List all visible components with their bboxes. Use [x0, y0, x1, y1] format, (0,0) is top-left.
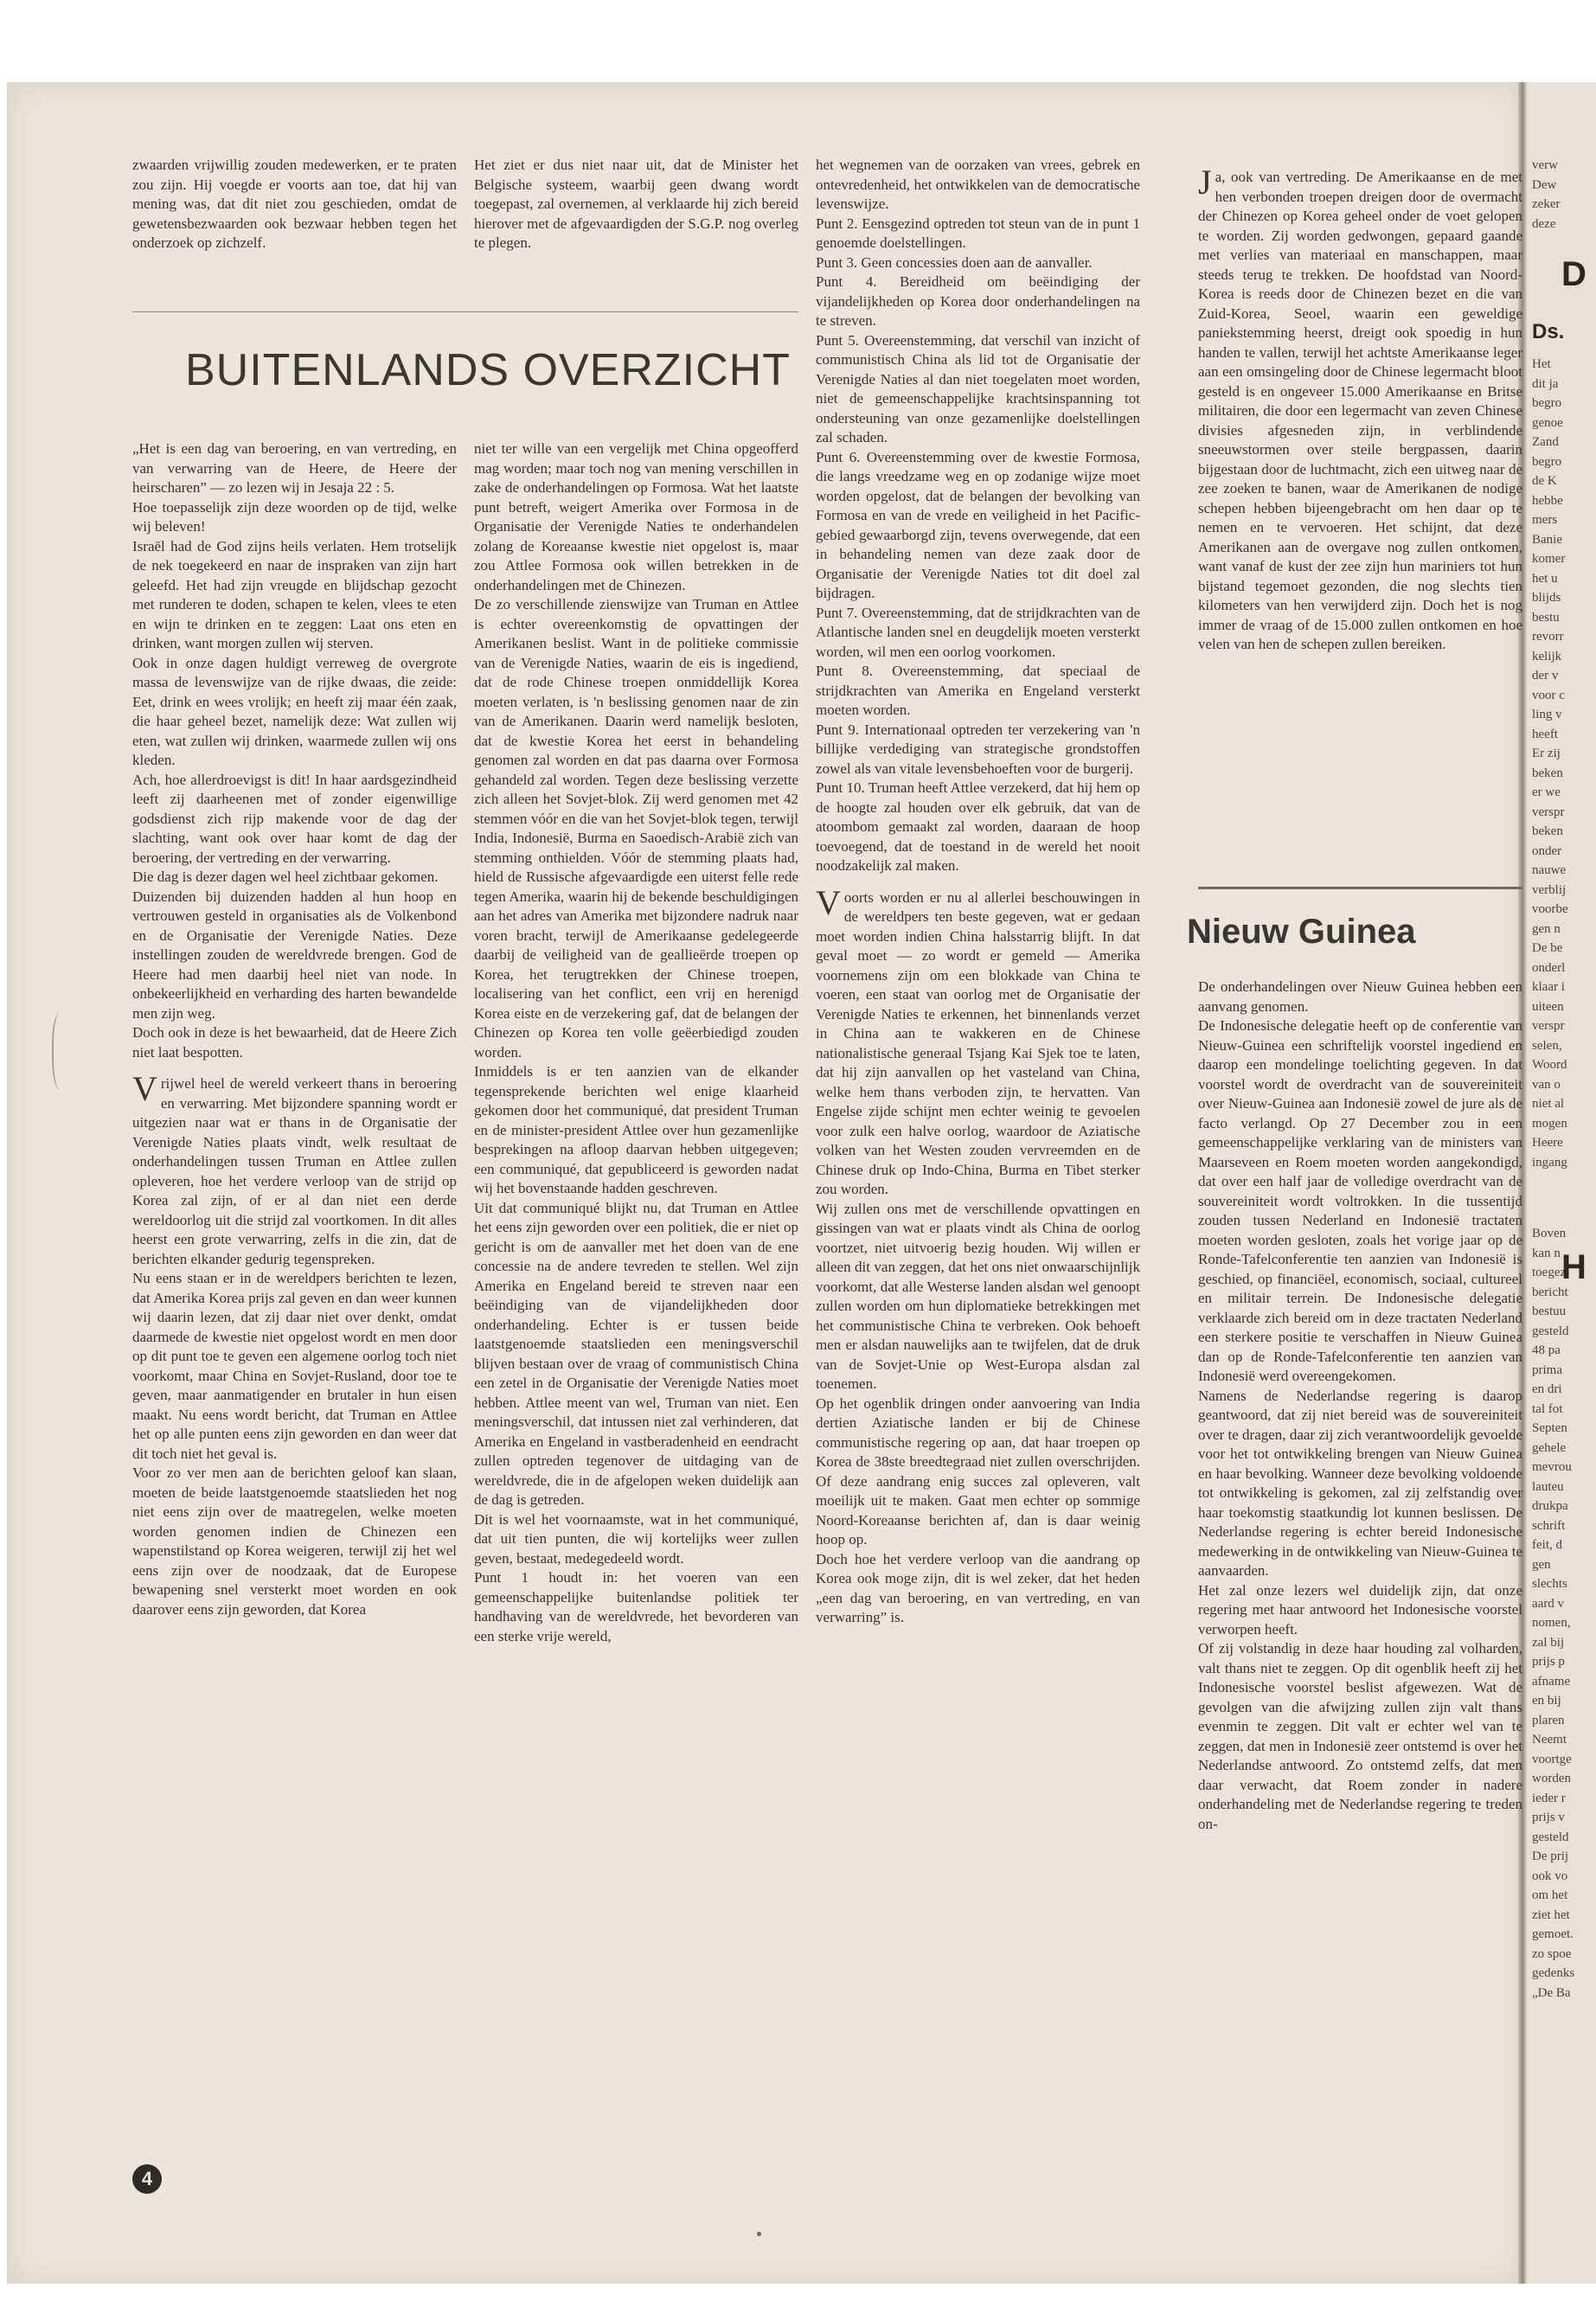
next-page-fragment: kelijk [1532, 649, 1562, 663]
next-page-fragment: bestuu [1532, 1304, 1567, 1318]
article-paragraph: „Het is een dag van beroering, en van vertreding, en van verwarring van de Heere, de Heere der heirscharen” — zo lezen wij in Jesaja 22 : 5. [132, 440, 457, 496]
article-paragraph: Ja, ook van vertreding. De Amerikaanse en de met hen verbonden troepen dreigen door de overmacht der Chinezen op Korea geheel onder de voet gelopen te worden. Zij worden gedwongen, gepaard gaande met verlies van materiaal en manschappen, maar steeds terug te trekken. De hoofdstad van Noord-Korea is reeds door de Chinezen bezet en die van Zuid-Korea, Seoel, waarin een geweldige paniekstemming heerst, dreigt ook spoedig in hun handen te vallen, terwijl het achtste Amerikaanse leger aan een omsingeling door de Chinese legermacht bloot gesteld is en ongeveer 15.000 Amerikaanse en Britse militairen, die door een legermacht van zeven Chinese divisies afgesneden zijn, in verblindende sneeuwstormen over steile bergpassen, daarin bijgestaan door de luchtmacht, zich een uitweg naar de zee zoeken te banen, waar de Amerikanen de nodige schepen hebben bijeengebracht om hen daar op te nemen en te vervoeren. Het schijnt, dat deze Amerikanen aan de overgave nog zullen ontkomen, want vanaf de kust der zee zijn hun mariniers tot hun bijstand tegemoet gezonden, die nog slechts tien kilometers van hen verwijderd zijn. Doch het is nog immer de vraag of de 15.000 zullen ontkomen en hoe velen van hen de schepen zullen bereiken. [1198, 163, 1522, 652]
next-page-heading-letter: H [1561, 1248, 1586, 1286]
next-page-fragment: ook vo [1532, 1868, 1568, 1883]
next-page-fragment: kan n [1532, 1246, 1561, 1260]
next-page-fragment: mogen [1532, 1116, 1567, 1131]
next-page-fragment: genoe [1532, 415, 1563, 430]
next-page-fragment: Woord [1532, 1058, 1567, 1072]
article-paragraph: Punt 9. Internationaal optreden ter verzekering van 'n billijke verdediging van strategische grondstoffen zowel als van vitale levensbehoeften voor de burgerij. [816, 721, 1140, 777]
article-column-4-guinea [1198, 977, 1522, 1834]
next-page-fragment: Ds. [1532, 320, 1565, 343]
next-page-fragment: nomen, [1532, 1616, 1571, 1630]
next-page-fragment: onderl [1532, 960, 1566, 975]
next-page-fragment: worden [1532, 1772, 1571, 1785]
next-page-fragment: ling v [1532, 708, 1562, 721]
next-page-fragment: drukpa [1532, 1499, 1568, 1513]
next-page-fragment: lauteu [1532, 1479, 1564, 1494]
article-paragraph: Punt 8. Overeenstemming, dat speciaal de strijdkrachten van Amerika en Engeland versterkt moeten worden. [816, 663, 1140, 718]
article-paragraph: Op het ogenblik dringen onder aanvoering van India dertien Aziatische landen er bij de Chinese communistische regering op aan, dat haar troepen op Korea de 38ste breedtegraad niet zullen overschrijden. Of deze aandrang enig succes zal opleveren, valt moeilijk uit te maken. Gaat men echter op sommige Noord-Koreaanse berichten af, dan is daar weinig hoop op. [816, 1394, 1140, 1548]
next-page-fragment: blijds [1532, 591, 1561, 605]
next-page-fragment: Het [1532, 357, 1551, 371]
next-page-fragment: ingang [1532, 1155, 1567, 1170]
next-page-fragment: gen [1532, 1557, 1551, 1572]
next-page-fragment: begro [1532, 396, 1562, 410]
next-page-fragment: zal bij [1532, 1635, 1565, 1650]
top-continuation-col2 [474, 156, 798, 253]
next-page-fragment: gemoet. [1532, 1927, 1574, 1941]
article-paragraph: Wij zullen ons met de verschillende opvattingen en gissingen van wat er plaats vindt als China de oorlog voortzet, niet uitvoerig bezig houden. Wij willen er alleen dit van zeggen, dat het ons niet onwaarschijnlijk voorkomt, dat alle Westerse landen alsdan wel genoopt zullen worden om hun diplomatieke betrekkingen met het communistische China te verbreken. Ook behoeft men er alsdan nauwelijks aan te twijfelen, dat de druk van de Sovjet-Unie op West-Europa alsdan zal toenemen. [816, 1200, 1140, 1392]
article-paragraph: het wegnemen van de oorzaken van vrees, gebrek en ontevredenheid, het ontwikkelen van de democratische levenswijze. [816, 157, 1140, 212]
adjacent-page-edge [1527, 82, 1596, 2284]
next-page-fragment: nauwe [1532, 863, 1567, 877]
top-continuation-col1 [132, 156, 457, 253]
section-title-buitenlands-overzicht: BUITENLANDS OVERZICHT [185, 345, 791, 395]
article-paragraph: Voor zo ver men aan de berichten geloof kan slaan, moeten de beide laatstgenoemde staatslieden het nog niet eens zijn over de maatregelen, welke moeten worden genomen indien de Chinezen een wapenstilstand op Korea weigeren, terwijl zij het wel eens zijn over de noodzaak, dat de Europese bewapening snel versterkt moet worden en ook daarover eens zijn geworden, dat Korea [132, 1465, 457, 1618]
next-page-fragment: uiteen [1532, 999, 1564, 1014]
article-paragraph: Israël had de God zijns heils verlaten. Hem trotselijk de nek toegekeerd en naar de inspraken van zijn hart geleefd. Het had zijn vreugde en blijdschap gezocht met runderen te doden, schapen te kelen, vlees te eten en wijn te drinken en te zeggen: Laat ons eten en drinken, want morgen zullen wij sterven. [132, 537, 457, 651]
article-paragraph: Doch hoe het verdere verloop van die aandrang op Korea ook moge zijn, dit is wel zeker, dat het heden „een dag van beroering, en van vertreding, en van verwarring” is. [816, 1550, 1140, 1625]
next-page-fragment: toegez [1532, 1266, 1567, 1279]
section-divider [132, 311, 798, 312]
article-paragraph: De onderhandelingen over Nieuw Guinea hebben een aanvang genomen. [1198, 978, 1522, 1015]
next-page-fragment: De prij [1532, 1849, 1569, 1863]
next-page-fragment: aard v [1532, 1596, 1565, 1611]
article-paragraph: Ook in onze dagen huldigt verreweg de overgrote massa de levenswijze van de rijke dwaas, die zeide: Eet, drink en wees vrolijk; en heeft zij maar één zaak, die haar geheel bezet, namelijk deze: Wat zullen wij eten, wat zullen wij drinken, waarmede zullen wij ons kleden. [132, 654, 457, 768]
next-page-fragment: revorr [1532, 630, 1564, 644]
article-paragraph: Punt 2. Eensgezind optreden tot steun van de in punt 1 genoemde doelstellingen. [816, 215, 1140, 251]
next-page-fragment: deze [1532, 216, 1556, 231]
next-page-fragment: en dri [1532, 1382, 1562, 1396]
next-page-fragment: der v [1532, 669, 1559, 683]
continuation-paragraph: Het ziet er dus niet naar uit, dat de Minister het Belgische systeem, waarbij geen dwang wordt toegepast, zal overnemen, al verklaarde hij zich bereid hierover met de afgevaardigden der S.G.P. nog overleg te plegen. [474, 157, 798, 251]
next-page-fragment: Septen [1532, 1421, 1567, 1435]
article-paragraph: Namens de Nederlandse regering is daarop geantwoord, dat zij niet bereid was de souvereiniteit over te dragen, daar zij zich verantwoordelijk gevoelde voor het tot ontwikkeling brengen van Nieuw Guinea en haar bevolking. Wanneer deze bevolking voldoende tot ontwikkeling is gekomen, zal zij zelfstandig over haar toekomstig staatkundig lot kunnen beslissen. De Nederlandse regering is echter bereid Indonesische medewerking in de ontwikkeling van Nieuw-Guinea te aanvaarden. [1198, 1387, 1522, 1579]
article-paragraph: Doch ook in deze is het bewaarheid, dat de Heere Zich niet laat bespotten. [132, 1024, 457, 1061]
continuation-paragraph: zwaarden vrijwillig zouden medewerken, er te praten zou zijn. Hij voegde er voorts aan toe, dat hij van mening was, dat dit niet zou geschieden, omdat de gewetensbezwaarden ook bezwaar hebben tegen het onderzoek op zichzelf. [132, 157, 457, 251]
next-page-fragment: bestu [1532, 610, 1560, 625]
article-paragraph: De zo verschillende zienswijze van Truman en Attlee is echter overeenkomstig de opvattingen der Amerikanen beslist. Want in de politieke commissie van de Verenigde Naties, waarin de eis is ingediend, dat de rode Chinese troepen onmiddellijk Korea moeten verlaten, is 'n beslissing genomen naar de zin van de Amerikanen. Daarin werd namelijk besloten, dat de kwestie Korea het eerst in behandeling genomen zal worden en dat pas daarna over Formosa gehandeld zal worden. Tegen deze beslissing verzette zich alleen het Sovjet-blok. Zij werd genomen met 42 stemmen vóór en die van het Sovjet-blok tegen, terwijl India, Indonesië, Burma en Saoedisch-Arabië zich van stemming onthielden. Vóór de stemming plaats had, hield de Russische afgevaardigde een uiterst felle rede tegen Amerika, waarin hij de bekende beschuldigingen aan het adres van Amerika met bijzondere nadruk naar voren bracht, terwijl de Amerikaanse gedelegeerde daarbij de veiligheid van de geallieërde troepen op Korea, het terugtrekken der Chinese troepen, localisering van het conflict, een vrij en herenigd Korea eiste en de verzekering gaf, dat de belangen der Chinezen op Korea ten volle geëerbiedigd zouden worden. [474, 596, 798, 1061]
article-paragraph: Het zal onze lezers wel duidelijk zijn, dat onze regering met haar antwoord het Indonesische voorstel verworpen heeft. [1198, 1581, 1522, 1638]
next-page-fragment: Boven [1532, 1227, 1567, 1240]
next-page-fragment: Heere [1532, 1136, 1563, 1150]
next-page-fragment: gedenks [1532, 1966, 1575, 1980]
next-page-fragment: verspr [1532, 1019, 1565, 1033]
next-page-fragment: „De Ba [1532, 1985, 1571, 2000]
next-page-fragment: komer [1532, 552, 1566, 566]
next-page-fragment: zo spoe [1532, 1946, 1572, 1961]
next-page-fragment: voorbe [1532, 902, 1568, 916]
next-page-fragment: Zand [1532, 435, 1559, 449]
next-page-fragment: tal fot [1532, 1401, 1563, 1416]
next-page-fragment: verw [1532, 158, 1558, 172]
next-page-fragment: gehele [1532, 1440, 1567, 1455]
next-page-fragment: dit ja [1532, 376, 1559, 391]
next-page-fragment: de K [1532, 474, 1557, 488]
next-page-fragment: mers [1532, 513, 1558, 527]
next-page-fragment: prijs p [1532, 1655, 1565, 1669]
article-paragraph: Punt 6. Overeenstemming over de kwestie Formosa, die langs vreedzame weg en op zodanige wijze moet worden opgelost, dat de belangen der bevolking van Formosa en van de vrede en veiligheid in het Pacific-gebied gewaarborgd zijn, tevens overwegende, dat een in behandeling nemen van deze zaak door de Organisatie der Verenigde Naties tot dit doel zal bijdragen. [816, 448, 1140, 601]
article-paragraph: Dit is wel het voornaamste, wat in het communiqué, dat uit tien punten, die wij kortelijks weer zullen geven, bestaat, medegedeeld wordt. [474, 1510, 798, 1567]
next-page-fragment: beken [1532, 824, 1563, 838]
next-page-fragment: gesteld [1532, 1830, 1569, 1844]
section-title-nieuw-guinea: Nieuw Guinea [1187, 913, 1416, 951]
next-page-fragment: heeft [1532, 727, 1558, 741]
article-paragraph: Duizenden bij duizenden hadden al hun hoop en vertrouwen gesteld in organisaties als de Volkenbond en de Organisatie der Verenigde Naties. Deze instellingen zouden de wereldvrede brengen. God de Heere had men daarbij heel niet van node. In onbekeerlijkheid en verharding des harten bewandelde men zijn weg. [132, 888, 457, 1022]
next-page-fragment: Er zij [1532, 747, 1561, 760]
article-paragraph: Hoe toepasselijk zijn deze woorden op de tijd, welke wij beleven! [132, 498, 457, 535]
next-page-fragment: 48 pa [1532, 1343, 1561, 1357]
next-page-fragment: onder [1532, 843, 1562, 858]
article-paragraph: Nu eens staan er in de wereldpers berichten te lezen, dat Amerika Korea prijs zal geven en dan weer kunnen wij daarin lezen, dat zij daar niet over denkt, omdat daarmede de kwestie niet opgelost wordt en men door op dit punt toe te geven een algemene oorlog toch niet voorkomt, maar China en Sovjet-Rusland, door toe te geven, maar aanmatigender en brutaler in hun eisen maakt. Nu eens wordt bericht, dat Truman en Attlee het op alle punten eens zijn geworden en dan weer dat dit toch niet het geval is. [132, 1270, 457, 1462]
next-page-fragment: verspr [1532, 804, 1565, 819]
next-page-fragment: Dew [1532, 177, 1557, 192]
article-column-3 [816, 156, 1140, 1628]
next-page-fragment: afname [1532, 1674, 1571, 1689]
article-paragraph: Voorts worden er nu al allerlei beschouwingen in de wereldpers ten beste gegeven, wat er gedaan moet worden indien China halsstarrig blijft. In dat geval moet — zo wordt er gemeld — Amerika voornemens zijn om een blokkade van China te voeren, een staat van oorlog met de Organisatie der Verenigde Naties te erkennen, het binnenlands verzet in China aan te wakkeren en de Chinese nationalistische generaal Tsjang Kai Sjek toe te laten, dat hij zijn aanvallen op het vasteland van China, welke hem thans verboden zijn, te hervatten. Van Engelse zijde schijnt men echter weinig te gevoelen voor zulk een halve oorlog, waardoor de Aziatische volken van het Westen zouden vervreemden en de Chinese druk op Indo-China, Burma en Tibet sterker zou worden. [816, 882, 1140, 1197]
next-page-fragment: niet al [1532, 1097, 1565, 1111]
next-page-fragment: plaren [1532, 1713, 1565, 1727]
next-page-fragment: gen n [1532, 921, 1561, 936]
next-page-fragment: gesteld [1532, 1324, 1569, 1338]
next-page-fragment: van o [1532, 1077, 1561, 1092]
next-page-fragment: mevrou [1532, 1460, 1572, 1474]
next-page-fragment: bericht [1532, 1285, 1568, 1299]
article-paragraph: niet ter wille van een vergelijk met China opgeofferd mag worden; maar toch nog van mening verschillen in zake de onderhandelingen op Formosa. Wat het laatste punt betreft, weigert Amerika over Formosa in de Organisatie der Verenigde Naties te onderhandelen zolang de Koreaanse kwestie niet opgelost is, maar zou Attlee Formosa ook willen betrekken in de onderhandelingen met de Chinezen. [474, 440, 798, 593]
next-page-fragment: ziet het [1532, 1907, 1570, 1922]
next-page-fragment: beken [1532, 766, 1563, 780]
next-page-fragment: het u [1532, 571, 1558, 586]
next-page-fragment: De be [1532, 941, 1563, 955]
next-page-fragment: selen, [1532, 1038, 1562, 1053]
next-page-fragment: verblij [1532, 882, 1567, 897]
article-paragraph: Punt 3. Geen concessies doen aan de aanvaller. [816, 253, 1093, 271]
article-paragraph: Punt 5. Overeenstemming, dat verschil van inzicht of communistisch China als lid tot de Organisatie der Verenigde Naties al dan niet toegelaten moet worden, niet de gemeenschappelijke krachtsinspanning tot ondersteuning van onze gezamenlijke doelstellingen zal schaden. [816, 331, 1140, 445]
binding-mark [52, 1012, 73, 1090]
next-page-fragment: slechts [1532, 1577, 1567, 1591]
next-page-fragment: hebbe [1532, 493, 1563, 508]
article-paragraph: Punt 4. Bereidheid om beëindiging der vijandelijkheden op Korea door onderhandelingen na te streven. [816, 273, 1140, 329]
next-page-fragment: voortge [1532, 1752, 1572, 1766]
article-paragraph: Die dag is dezer dagen wel heel zichtbaar gekomen. [132, 868, 439, 885]
next-page-fragment: Neemt [1532, 1733, 1567, 1747]
next-page-fragment: Banie [1532, 532, 1562, 547]
next-page-fragment: feit, d [1532, 1538, 1562, 1552]
next-page-fragment: er we [1532, 785, 1561, 799]
next-page-fragment: begro [1532, 454, 1562, 469]
article-paragraph: Ach, hoe allerdroevigst is dit! In haar aardsgezindheid leeft zij daarheenen met of zonder eigenwillige godsdienst zich rijp makende voor de dag der slachting, want ook over haar komt de dag der beroering, der vertreding en der verwarring. [132, 771, 457, 866]
article-paragraph: Of zij volstandig in deze haar houding zal volharden, valt thans niet te zeggen. Op dit ogenblik heeft zij het Indonesische voorstel beslist afgewezen. Wat de gevolgen van die afwijzing zullen zijn valt thans evenmin te zeggen. Dit valt er echter wel van te zeggen, dat men in Indonesië zeer ontstemd is over het Nederlandse antwoord. Zo ontstemd zelfs, dat men daar verwacht, dat Roem zonder in nadere onderhandeling met de Nederlandse regering te treden on- [1198, 1640, 1522, 1832]
article-paragraph: De Indonesische delegatie heeft op de conferentie van Nieuw-Guinea een schriftelijk voorstel ingediend en daarop een mondelinge toelichting gegeven. In dat voorstel wordt de overdracht van de souvereiniteit over Nieuw-Guinea aan Indonesië zowel de jure als de facto verlangd. Op 27 December zou in een gemeenschappelijke verklaring van de ministers van Maarseveen en Roem moeten worden aangekondigd, dat over een half jaar de volledige overdracht van de souvereiniteit wordt voltrokken. In die tussentijd zouden tussen Nederland en Indonesië tractaten moeten worden gesloten, zoals het vorige jaar op de Ronde-Tafelconferentie ten aanzien van Indonesië is geschied, op financiëel, economisch, sociaal, cultureel en militair terrein. De Indonesische delegatie verklaarde zich bereid om in deze tractaten Nederland een sterkere positie te verschaffen in Nieuw Guinea dan op de Ronde-Tafelconferentie ten aanzien van Indonesië werd overeengekomen. [1198, 1017, 1522, 1384]
article-column-4-top [1198, 156, 1522, 655]
article-paragraph: Uit dat communiqué blijkt nu, dat Truman en Attlee het eens zijn geworden over een politiek, die er niet op gericht is om de aanvaller met het doen van de ene concessie na de andere tevreden te stellen. Wel zijn Amerika en Engeland bereid te streven naar een beëindiging van de vijandelijkheden door onderhandeling. Echter is er tussen beide laatstgenoemde staatslieden een meningsverschil blijven bestaan over de vraag of communistisch China een zetel in de Organisatie der Verenigde Naties moet hebben. Attlee meent van wel, Truman van niet. Een meningsverschil, dat intussen niet zal verhinderen, dat Amerika en Engeland in vastberadenheid en eendracht zullen optreden tegenover de uitdaging van de wereldvrede, die in de afgelopen weken duidelijk aan de dag is getreden. [474, 1199, 798, 1508]
article-paragraph: Inmiddels is er ten aanzien van de elkander tegensprekende berichten wel enige klaarheid gekomen door het communiqué, dat president Truman en de minister-president Attlee over hun gezamenlijke besprekingen na afloop daarvan hebben uitgegeven; een communiqué, dat gepubliceerd is geworden nadat wij het bovenstaande hadden geschreven. [474, 1063, 798, 1196]
next-page-fragment: om het [1532, 1888, 1568, 1902]
article-column-1 [132, 439, 457, 1619]
page-number-badge: 4 [132, 2164, 162, 2194]
next-page-fragment: en bij [1532, 1694, 1561, 1708]
next-page-heading-letter: D [1561, 255, 1586, 293]
next-page-fragment: voor c [1532, 688, 1565, 702]
article-paragraph: Punt 10. Truman heeft Attlee verzekerd, dat hij hem op de hoogte zal houden over elk gebruik, dat van de atoombom gemaakt zal worden, daaraan de hoop toevoegend, dat de toestand in de wereld het nooit noodzakelijk zal maken. [816, 779, 1140, 874]
next-page-fragment: prima [1532, 1362, 1562, 1377]
article-column-2 [474, 439, 798, 1646]
ink-dot [757, 2232, 761, 2236]
next-page-fragment: prijs v [1532, 1811, 1565, 1824]
section-rule [1198, 887, 1522, 889]
article-paragraph: Punt 7. Overeenstemming, dat de strijdkrachten van de Atlantische landen snel en deugdelijk moeten versterkt worden, wil men een oorlog voorkomen. [816, 604, 1140, 660]
next-page-fragment: ieder r [1532, 1791, 1566, 1805]
article-paragraph: Vrijwel heel de wereld verkeert thans in beroering en verwarring. Met bijzondere spanning wordt er uitgezien naar wat er thans in de Organisatie der Verenigde Naties plaats vindt, welk resultaat de onderhandelingen tussen Truman en Attlee zullen opleveren, hoe het verdere verloop van de strijd op Korea zal zijn, of er al dan niet een derde wereldoorlog uit die strijd zal voortkomen. In dit alles heerst een grote verwarring, zelfs in die zin, dat de berichten elkander gedurig tegenspreken. [132, 1069, 457, 1267]
article-paragraph: Punt 1 houdt in: het voeren van een gemeenschappelijke buitenlandse politiek ter handhaving van de wereldvrede, het bevorderen van een sterke vrije wereld, [474, 1569, 798, 1644]
next-page-fragment: zeker [1532, 197, 1561, 211]
next-page-fragment: klaar i [1532, 980, 1565, 994]
next-page-fragment: schrift [1532, 1518, 1566, 1533]
